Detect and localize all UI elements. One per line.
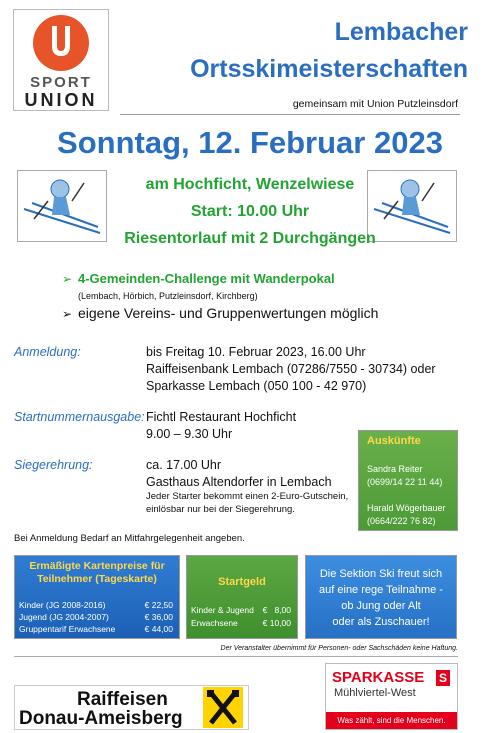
union-logo-icon — [14, 12, 108, 74]
contact2-name: Harald Wögerbauer — [367, 503, 446, 513]
bullet-arrow-icon: ➢ — [62, 272, 73, 286]
siegerehrung-label: Siegerehrung: — [14, 458, 93, 472]
startnummer-line2: 9.00 – 9.30 Uhr — [146, 427, 233, 441]
prices-title: Ermäßigte Kartenpreise für Teilnehmer (Tageskarte) — [29, 560, 165, 585]
startgeld-title: Startgeld — [218, 576, 266, 588]
raiffeisen-giebelkreuz-icon — [203, 687, 243, 728]
contact1-name: Sandra Reiter — [367, 464, 423, 474]
sport-union-logo — [13, 9, 109, 111]
disclaimer-underline — [14, 656, 458, 657]
sparkasse-logo — [325, 663, 458, 730]
startgeld-row-label: Erwachsene — [191, 618, 238, 628]
siegerehrung-line4: einlösbar nur bei der Siegerehrung. — [146, 504, 295, 515]
siegerehrung-line2: Gasthaus Altendorfer in Lembach — [146, 475, 332, 489]
event-date: Sonntag, 12. Februar 2023 — [57, 125, 443, 160]
anmeldung-line3: Sparkasse Lembach (050 100 - 42 970) — [146, 379, 367, 393]
anmeldung-line2: Raiffeisenbank Lembach (07286/7550 - 30734) oder — [146, 362, 436, 376]
header-subtitle: gemeinsam mit Union Putzleinsdorf — [292, 98, 458, 110]
bullet-arrow-icon: ➢ — [62, 307, 73, 321]
prices-panel — [14, 555, 180, 639]
page-title-line1: Lembacher — [334, 18, 468, 46]
price-row-label: Kinder (JG 2008-2016) — [19, 600, 106, 610]
anmeldung-line1: bis Freitag 10. Februar 2023, 16.00 Uhr — [146, 345, 366, 359]
message-line1: Die Sektion Ski freut sich — [319, 568, 443, 580]
mitfahr-note: Bei Anmeldung Bedarf an Mitfahrgelegenheit angeben. — [14, 533, 245, 544]
siegerehrung-line1: ca. 17.00 Uhr — [146, 458, 222, 472]
logo-union-text: UNION — [24, 90, 98, 110]
auskuenfte-panel — [358, 430, 458, 531]
raiffeisen-name: Raiffeisen — [77, 689, 168, 710]
header-underline — [120, 114, 460, 115]
message-panel — [305, 555, 457, 639]
sparkasse-slogan: Was zählt, sind die Menschen. — [326, 712, 457, 729]
startgeld-row-value: € 10,00 — [262, 618, 291, 628]
message-line3: ob Jung oder Alt — [341, 600, 421, 612]
contact1-phone: (0699/14 22 11 44) — [367, 477, 443, 487]
bullet-challenge: 4-Gemeinden-Challenge mit Wanderpokal — [78, 271, 335, 286]
raiffeisen-region: Donau-Ameisberg — [19, 708, 183, 729]
event-race: Riesentorlauf mit 2 Durchgängen — [124, 230, 376, 247]
contact2-phone: (0664/222 76 82) — [367, 516, 436, 526]
auskuenfte-title: Auskünfte — [367, 435, 421, 447]
sparkasse-region: Mühlviertel-West — [334, 687, 416, 699]
startgeld-panel — [186, 555, 298, 639]
event-location: am Hochficht, Wenzelwiese — [145, 176, 355, 193]
startnummer-line1: Fichtl Restaurant Hochficht — [146, 410, 297, 424]
anmeldung-label: Anmeldung: — [14, 345, 81, 359]
disclaimer: Der Veranstalter übernimmt für Personen- oder Sachschäden keine Haftung. — [220, 645, 458, 652]
bullet-challenge-sub: (Lembach, Hörbich, Putzleinsdorf, Kirchberg) — [78, 291, 258, 301]
event-start: Start: 10.00 Uhr — [190, 203, 310, 220]
startnummer-label: Startnummernausgabe: — [14, 410, 145, 424]
startgeld-row-label: Kinder & Jugend — [191, 605, 254, 615]
siegerehrung-line3: Jeder Starter bekommt einen 2-Euro-Gutschein, — [146, 491, 349, 502]
message-line4: oder als Zuschauer! — [332, 616, 430, 628]
price-row-value: € 36,00 — [144, 612, 173, 622]
sparkasse-s-icon: S — [436, 670, 450, 686]
raiffeisen-logo — [14, 685, 249, 730]
price-row-value: € 22,50 — [144, 600, 173, 610]
startgeld-row-value: € 8,00 — [262, 605, 291, 615]
sparkasse-name: SPARKASSE — [332, 669, 425, 686]
logo-sport-text: SPORT — [30, 74, 92, 91]
price-row-label: Gruppentarif Erwachsene — [19, 624, 116, 634]
price-row-label: Jugend (JG 2004-2007) — [19, 612, 109, 622]
price-row-value: € 44,00 — [144, 624, 173, 634]
message-line2: auf eine rege Teilnahme - — [319, 584, 443, 596]
page-title-line2: Ortsskimeisterschaften — [190, 55, 468, 83]
bullet-wertungen: eigene Vereins- und Gruppenwertungen möglich — [78, 305, 379, 321]
